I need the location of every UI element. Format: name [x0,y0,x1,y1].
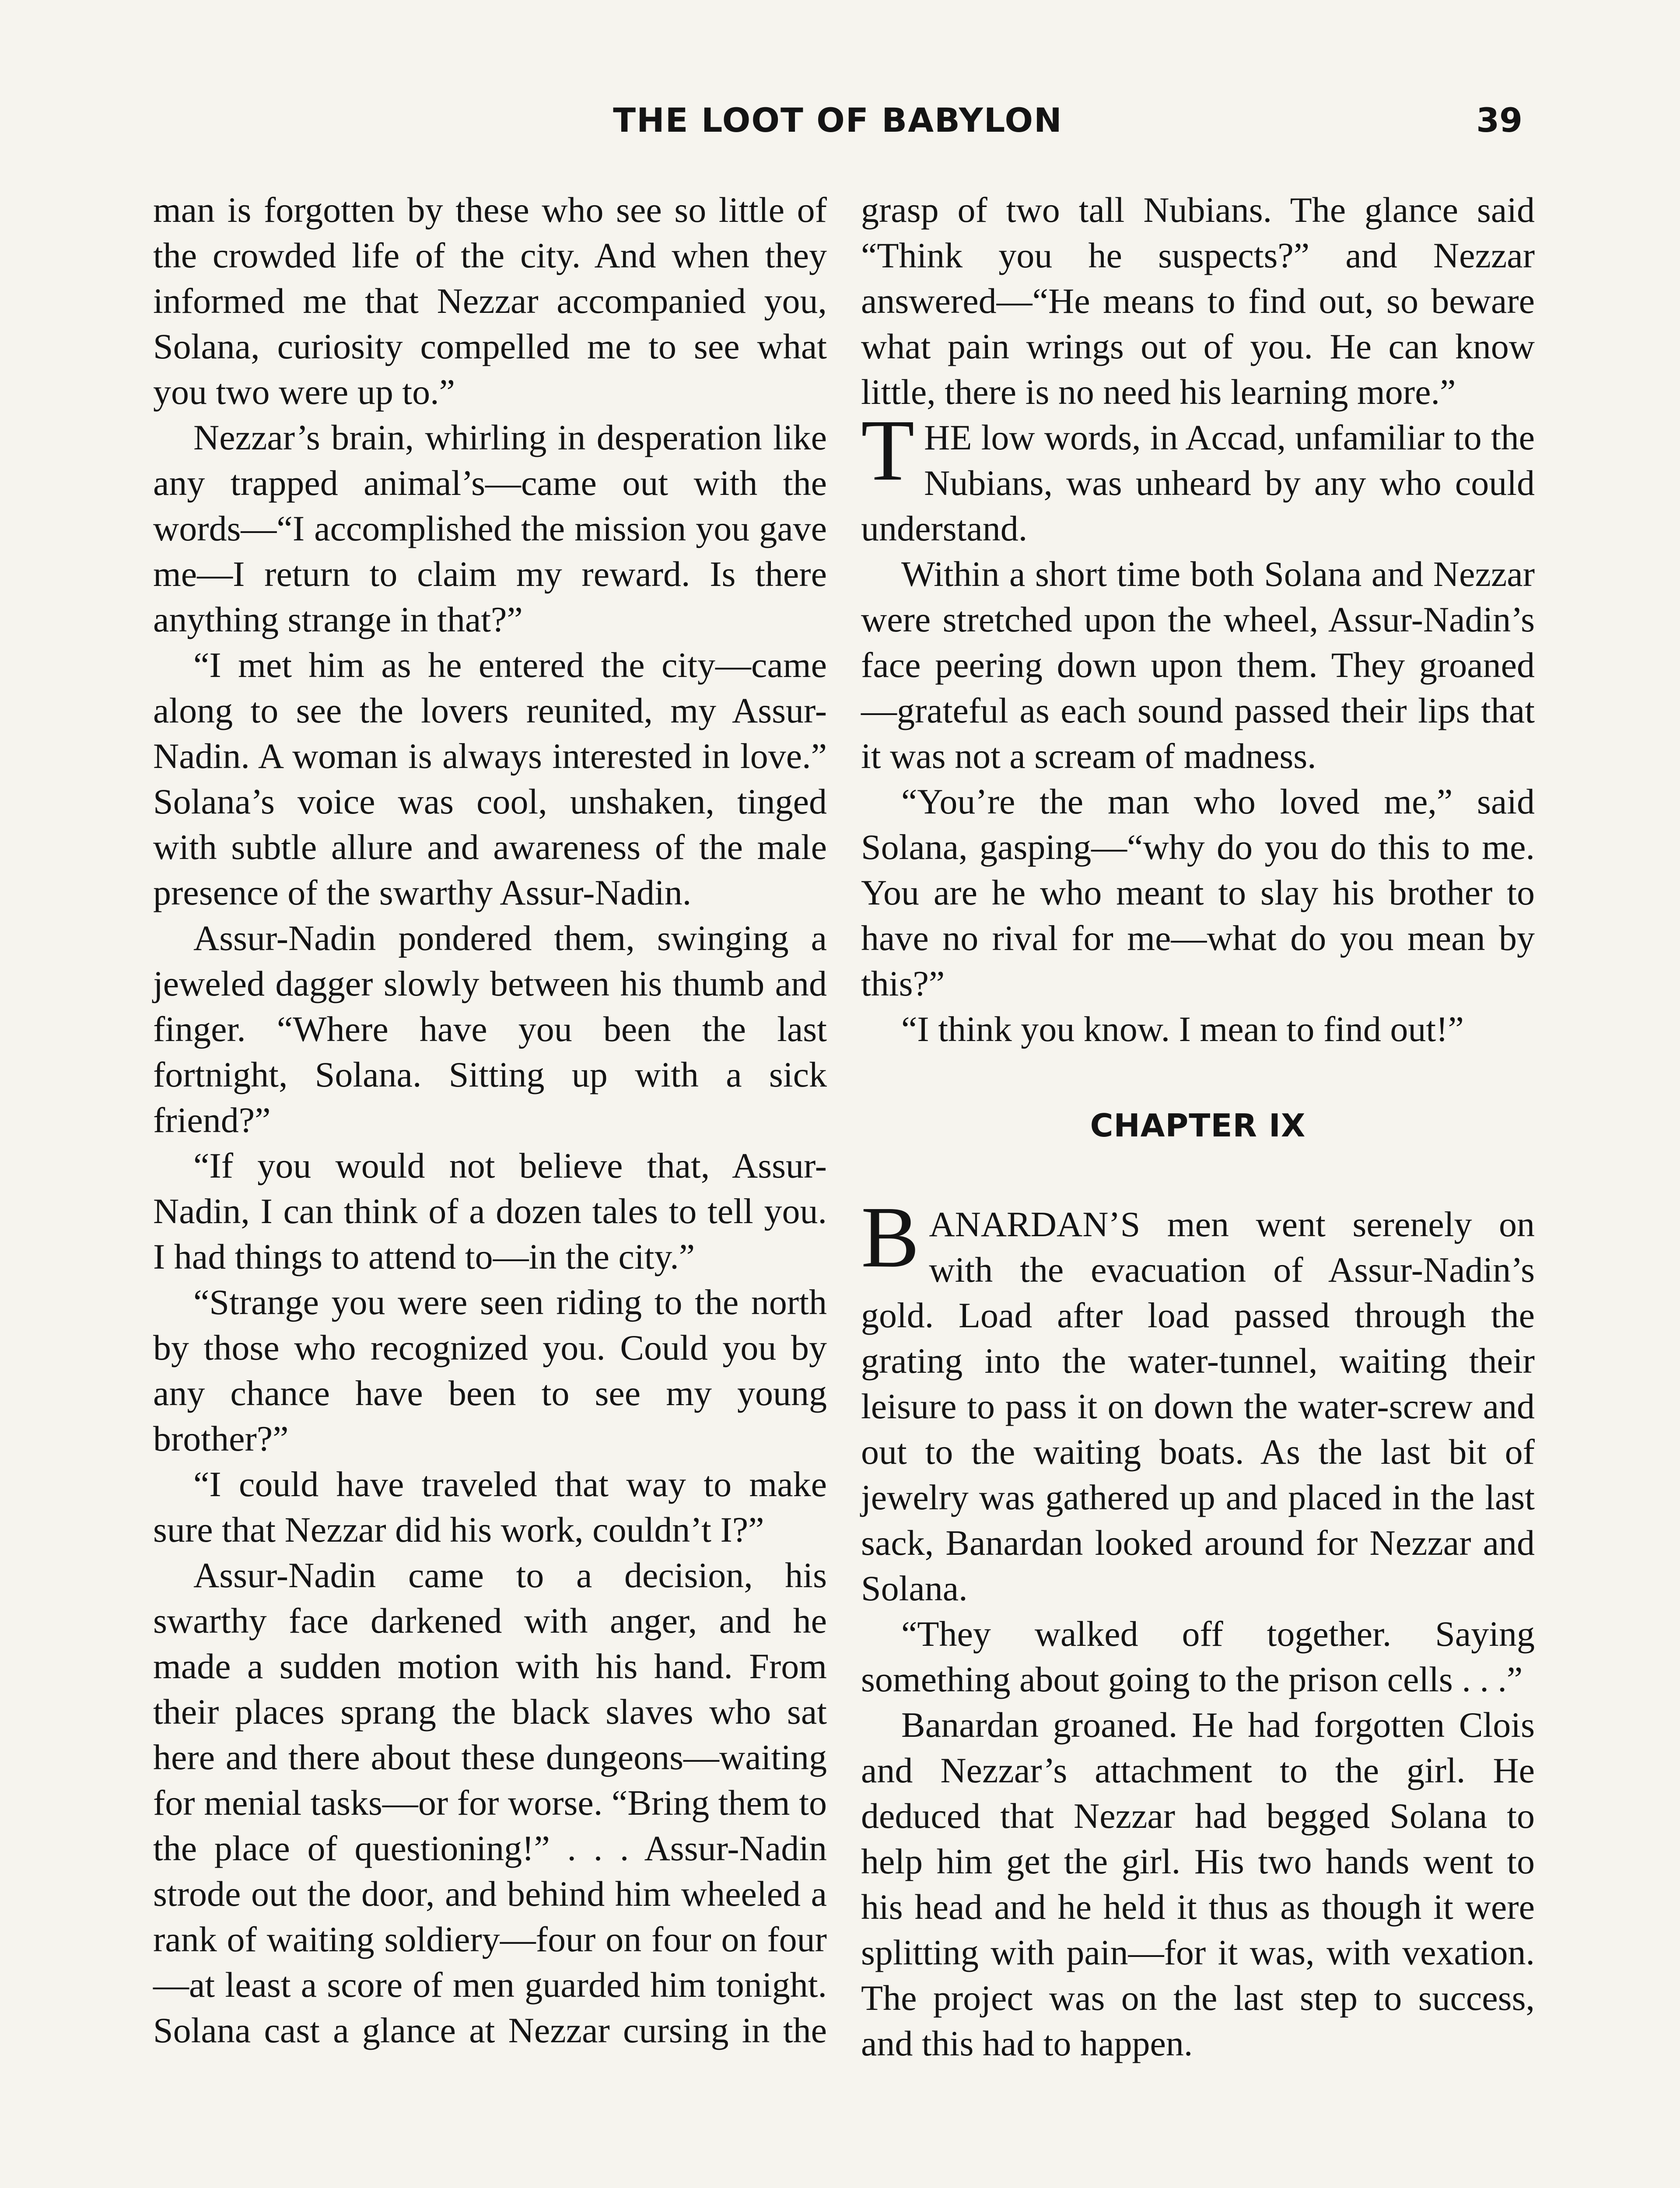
running-title: THE LOOT OF BABYLON [613,101,1063,140]
drop-cap-initial: T [861,402,915,499]
paragraph: “If you would not believe that, Assur-Nadin, I can think of a dozen tales to tell you. I had things to attend to—in the city.” [153,1146,827,1276]
drop-cap-initial: B [861,1189,920,1286]
paragraph: Assur-Nadin came to a decision, his swarthy face darkened with anger, and he made a sudden motion with his hand. From their places sprang the black slaves who sat here and there about these dungeons—waiting for menial tasks—or for worse. “Bring them to the place of questioning!” . . . Assur-Nadin strode out the door, and behind him wheeled a rank of waiting soldiery—four on four on four—at least a score of men guarded him tonight. Solana cast a glance at Nezzar cursing in the [153,1555,827,2050]
chapter-heading: CHAPTER IX [1090,1107,1306,1144]
paragraph: Banardan groaned. He had forgotten Clois and Nezzar’s attachment to the girl. He deduced that Nezzar had begged Solana to help him get the girl. His two hands went to his head and he held it thus as though it were splitting with pain—for it was, with vexation. The project was on the last step to success, and this had to happen. [861,1705,1535,2063]
chapter-opening-text: ANARDAN’S men went serenely on with the evacuation of Assur-Nadin’s gold. Load after load passed through the grating into the water-tunnel, waiting their leisure to pass it on down the water-screw and out to the waiting boats. As the last bit of jewelry was gathered up and placed in the last sack, Banardan looked around for Nezzar and Solana. [861,1204,1535,1608]
paragraph: Within a short time both Solana and Nezzar were stretched upon the wheel, Assur-Nadin’s face peering down upon them. They groaned—grateful as each sound passed their lips that it was not a scream of madness. [861,554,1535,776]
paragraph: “They walked off together. Saying something about going to the prison cells . . .” [861,1614,1535,1699]
paragraph: “I think you know. I mean to find out!” [901,1009,1464,1049]
section-opening-paragraph [861,402,1535,551]
paragraph: grasp of two tall Nubians. The glance said “Think you he suspects?” and Nezzar answered—“He means to find out, so beware what pain wrings out of you. He can know little, there is no need his learning more.” [861,190,1535,412]
paragraph: “Strange you were seen riding to the north by those who recognized you. Could you by any chance have been to see my young brother?” [153,1282,827,1459]
paragraph: Assur-Nadin pondered them, swinging a jeweled dagger slowly between his thumb and finger. “Where have you been the last fortnight, Solana. Sitting up with a sick friend?” [153,918,827,1140]
paragraph: “I could have traveled that way to make sure that Nezzar did his work, couldn’t I?” [153,1464,827,1550]
paragraph: man is forgotten by these who see so little of the crowded life of the city. And when they informed me that Nezzar accompanied you, Solana, curiosity compelled me to see what you two were up to.” [153,190,827,412]
chapter-opening-paragraph [861,1189,1535,1611]
page-number: 39 [1476,101,1522,140]
paragraph: Nezzar’s brain, whirling in desperation like any trapped animal’s—came out with the words—“I accomplished the mission you gave me—I return to claim my reward. Is there anything strange in that?” [153,417,827,639]
paragraph: “I met him as he entered the city—came along to see the lovers reunited, my Assur-Nadin. A woman is always interested in love.” Solana’s voice was cool, unshaken, tinged with subtle allure and awareness of the male presence of the swarthy Assur-Nadin. [153,645,827,912]
paragraph: “You’re the man who loved me,” said Solana, gasping—“why do you do this to me. You are he who meant to slay his brother to have no rival for me—what do you mean by this?” [861,782,1535,1003]
left-column [153,187,827,2053]
right-column [861,187,1535,2066]
section-opening-text: HE low words, in Accad, unfamiliar to the Nubians, was unheard by any who could understand. [861,417,1535,548]
page-header [153,101,1522,149]
